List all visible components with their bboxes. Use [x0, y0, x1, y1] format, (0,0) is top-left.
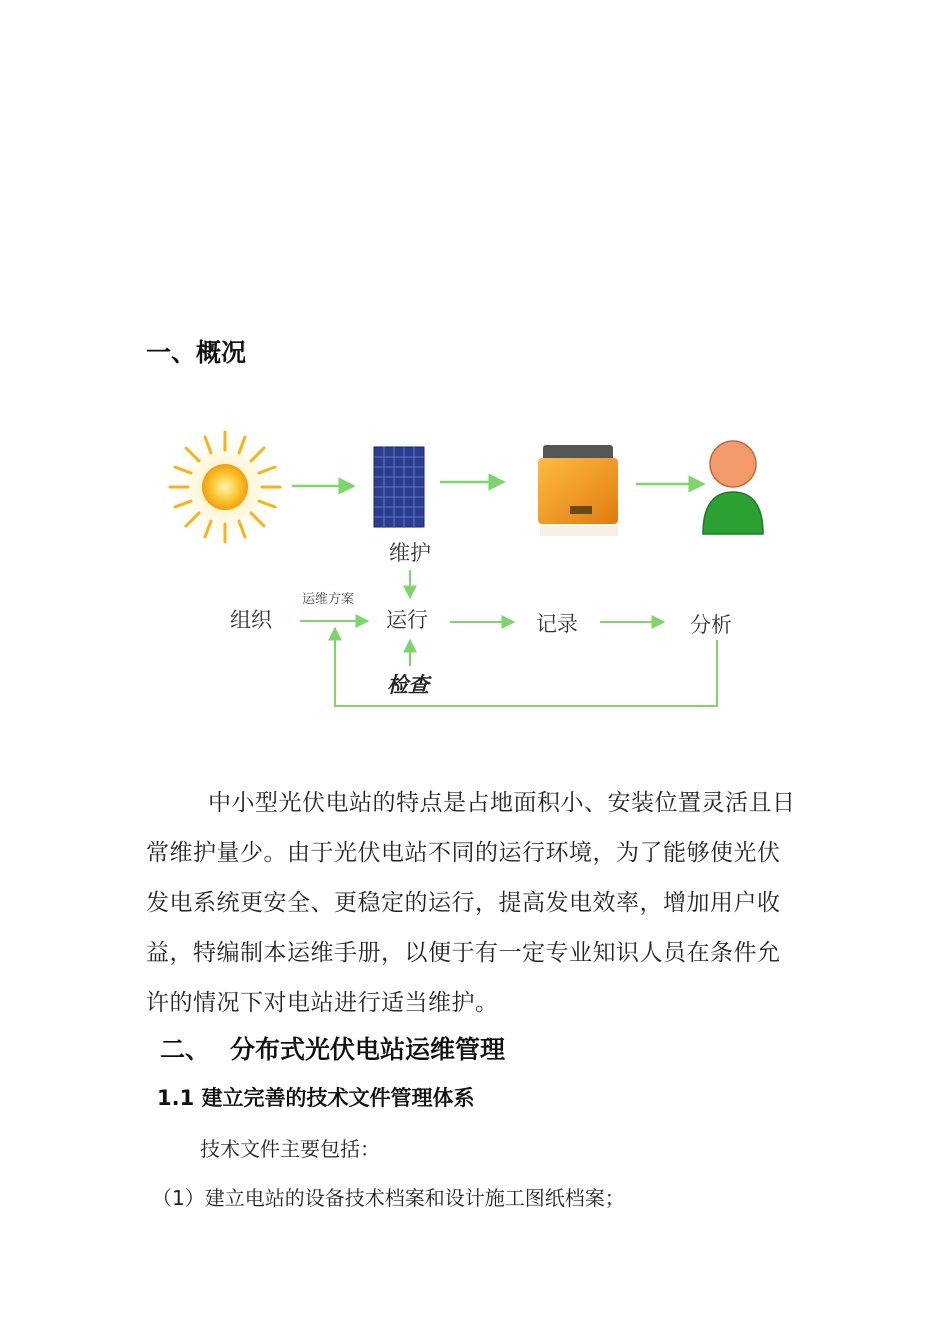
label-maintain: 维护 [389, 541, 431, 565]
label-record: 记录 [536, 612, 578, 636]
label-analyze: 分析 [690, 613, 732, 637]
overview-paragraph: 中小型光伏电站的特点是占地面积小、安装位置灵活且日常维护量少。由于光伏电站不同的运行环境，为了能够使光伏发电系统更安全、更稳定的运行，提高发电效率，增加用户收益，特编制本运维手册，以便于有一定专业知识人员在条件允许的情况下对电站进行适当维护。 [146, 790, 796, 1016]
section-heading-management [160, 1030, 505, 1066]
section-title: 分布式光伏电站运维管理 [230, 1035, 506, 1064]
label-operate: 运行 [386, 608, 428, 632]
label-inspect: 检查 [387, 673, 429, 697]
body-line-item-1: （1）建立电站的设备技术档案和设计施工图纸档案； [152, 1186, 625, 1210]
section-heading-overview: 一、概况 [146, 338, 247, 367]
inverter-icon [538, 445, 618, 536]
body-line-intro: 技术文件主要包括： [200, 1137, 380, 1161]
label-organize: 组织 [230, 608, 272, 632]
user-icon [703, 441, 763, 534]
section-number: 二、 [160, 1035, 211, 1064]
solar-panel-icon [374, 447, 424, 527]
pv-maintenance-diagram [150, 420, 790, 720]
label-scheme: 运维方案 [302, 592, 355, 607]
sun-icon [163, 425, 287, 549]
subsection-heading: 1.1 建立完善的技术文件管理体系 [157, 1086, 475, 1110]
